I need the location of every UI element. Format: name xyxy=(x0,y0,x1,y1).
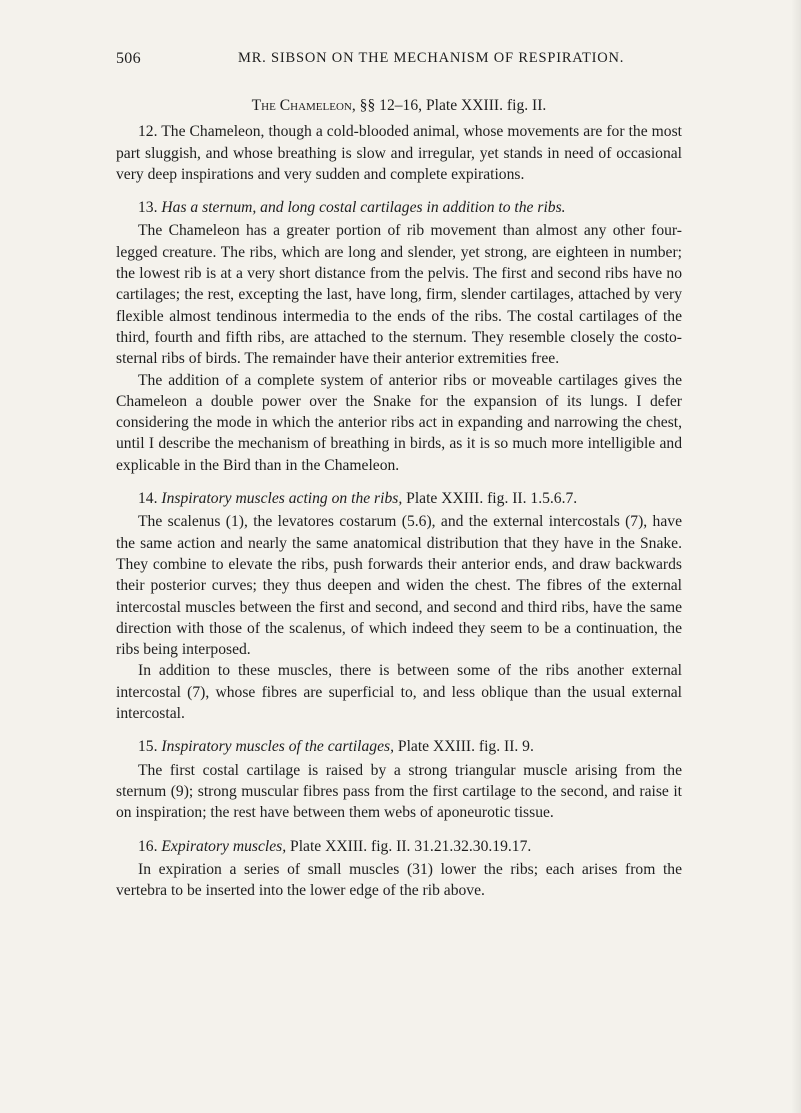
section-title-name: The Chameleon, xyxy=(251,97,356,114)
page-body xyxy=(116,95,682,901)
heading-13-number: 13. xyxy=(138,199,158,217)
page-number: 506 xyxy=(116,50,141,67)
heading-16-number: 16. xyxy=(138,837,158,855)
section-title xyxy=(116,95,682,116)
heading-15-number: 15. xyxy=(138,738,158,756)
heading-14-title: Inspiratory muscles acting on the ribs, xyxy=(161,490,403,508)
heading-13-title: Has a sternum, and long costal cartilages in addition to the ribs. xyxy=(161,199,566,217)
heading-15-ref: Plate XXIII. fig. II. 9. xyxy=(397,738,534,756)
heading-14-ref: Plate XXIII. fig. II. 1.5.6.7. xyxy=(406,490,578,508)
heading-15 xyxy=(116,736,682,757)
paragraph-14b: In addition to these muscles, there is between some of the ribs another external intercostal (7), whose fibres are superficial to, and less oblique than the usual external intercostal. xyxy=(116,662,682,723)
heading-16 xyxy=(116,836,682,857)
heading-14 xyxy=(116,488,682,509)
heading-13 xyxy=(116,197,682,218)
heading-16-title: Expiratory muscles, xyxy=(161,837,287,855)
paragraph-13b: The addition of a complete system of anterior ribs or moveable cartilages gives the Chameleon a double power over the Snake for the expansion of its lungs. I defer considering the mode in which the anterior ribs act in expanding and narrowing the chest, until I describe the mechanism of breathing in birds, as it is so much more intelligible and explicable in the Bird than in the Chameleon. xyxy=(116,371,682,474)
paragraph-15: The first costal cartilage is raised by a strong triangular muscle arising from the sternum (9); strong muscular fibres pass from the first cartilage to the second, and raise it on inspiration; the rest have between them webs of aponeurotic tissue. xyxy=(116,761,682,822)
running-title: MR. SIBSON ON THE MECHANISM OF RESPIRATION. xyxy=(238,50,625,66)
heading-16-ref: Plate XXIII. fig. II. 31.21.32.30.19.17. xyxy=(290,837,532,855)
paragraph-12: 12. The Chameleon, though a cold-blooded animal, whose movements are for the most part sluggish, and whose breathing is slow and irregular, yet stands in need of occasional very deep inspirations and very sudden and complete expirations. xyxy=(116,123,682,183)
heading-14-number: 14. xyxy=(138,490,158,508)
paragraph-14a: The scalenus (1), the levatores costarum (5.6), and the external intercostals (7), have the same action and nearly the same anatomical distribution that they have in the Snake. They combine to elevate the ribs, push forwards their anterior ends, and draw backwards their posterior curves; they thus deepen and widen the chest. The fibres of the external intercostal muscles between the first and second, and second and third ribs, have the same direction with those of the scalenus, of which indeed they seem to be a continuation, the ribs being interposed. xyxy=(116,513,682,659)
section-title-ref: §§ 12–16, Plate XXIII. fig. II. xyxy=(359,97,547,114)
paragraph-16: In expiration a series of small muscles (31) lower the ribs; each arises from the vertebra to be inserted into the lower edge of the rib above. xyxy=(116,860,682,900)
heading-15-title: Inspiratory muscles of the cartilages, xyxy=(161,738,394,756)
paragraph-13a: The Chameleon has a greater portion of rib movement than almost any other four-legged creature. The ribs, which are long and slender, yet strong, are eighteen in number; the lowest rib is at a very short distance from the pelvis. The first and second ribs have no cartilages; the rest, excepting the last, have long, firm, slender cartilages, attached by very flexible almost tendinous intermedia to the ends of the ribs. The costal cartilages of the third, fourth and fifth ribs, are attached to the sternum. They resemble closely the costo-sternal ribs of birds. The remainder have their anterior extremities free. xyxy=(116,222,682,368)
page-edge-shadow xyxy=(791,0,801,1113)
